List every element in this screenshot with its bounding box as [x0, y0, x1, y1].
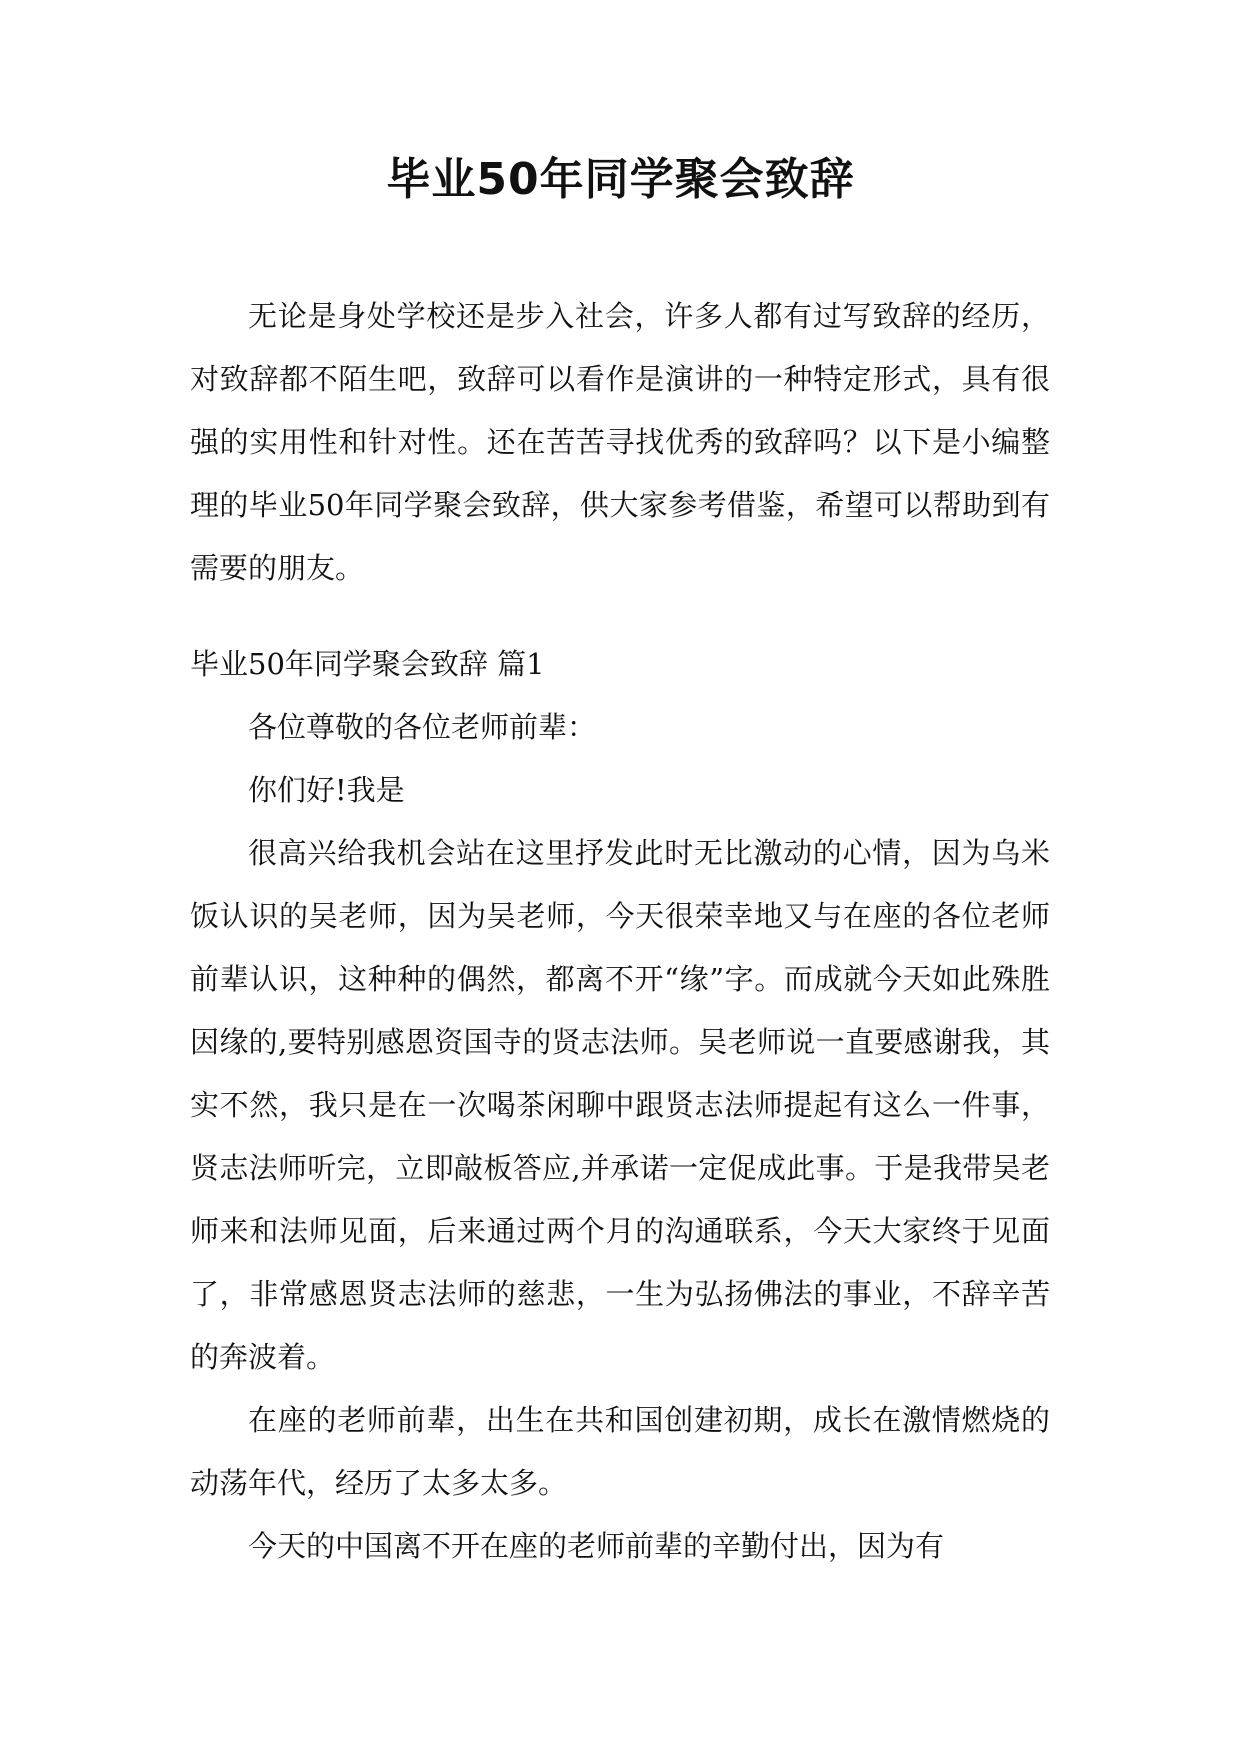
paragraph-gratitude: 很高兴给我机会站在这里抒发此时无比激动的心情，因为乌米饭认识的吴老师，因为吴老师，今天很荣幸地又与在座的各位老师前辈认识，这种种的偶然，都离不开“缘”字。而成就今天如此殊胜因缘的,要特别感恩资国寺的贤志法师。吴老师说一直要感谢我，其实不然，我只是在一次喝茶闲聊中跟贤志法师提起有这么一件事，贤志法师听完，立即敲板答应,并承诺一定促成此事。于是我带吴老师来和法师见面，后来通过两个月的沟通联系，今天大家终于见面了，非常感恩贤志法师的慈悲，一生为弘扬佛法的事业，不辞辛苦的奔波着。	[190, 836, 1050, 1374]
paragraph-today: 今天的中国离不开在座的老师前辈的辛勤付出，因为有	[248, 1529, 945, 1563]
section-1	[190, 633, 1050, 1578]
paragraph-salutation: 各位尊敬的各位老师前辈：	[248, 710, 597, 744]
document-title: 毕业50年同学聚会致辞	[386, 154, 855, 205]
section-heading: 毕业50年同学聚会致辞 篇1	[190, 647, 545, 681]
intro-paragraph: 无论是身处学校还是步入社会，许多人都有过写致辞的经历，对致辞都不陌生吧，致辞可以看作是演讲的一种特定形式，具有很强的实用性和针对性。还在苦苦寻找优秀的致辞吗？以下是小编整理的毕业50年同学聚会致辞，供大家参考借鉴，希望可以帮助到有需要的朋友。	[190, 299, 1050, 585]
intro-block	[190, 285, 1050, 600]
paragraph-greeting: 你们好!我是	[248, 773, 405, 807]
paragraph-elders: 在座的老师前辈，出生在共和国创建初期，成长在激情燃烧的动荡年代，经历了太多太多。	[190, 1403, 1050, 1500]
